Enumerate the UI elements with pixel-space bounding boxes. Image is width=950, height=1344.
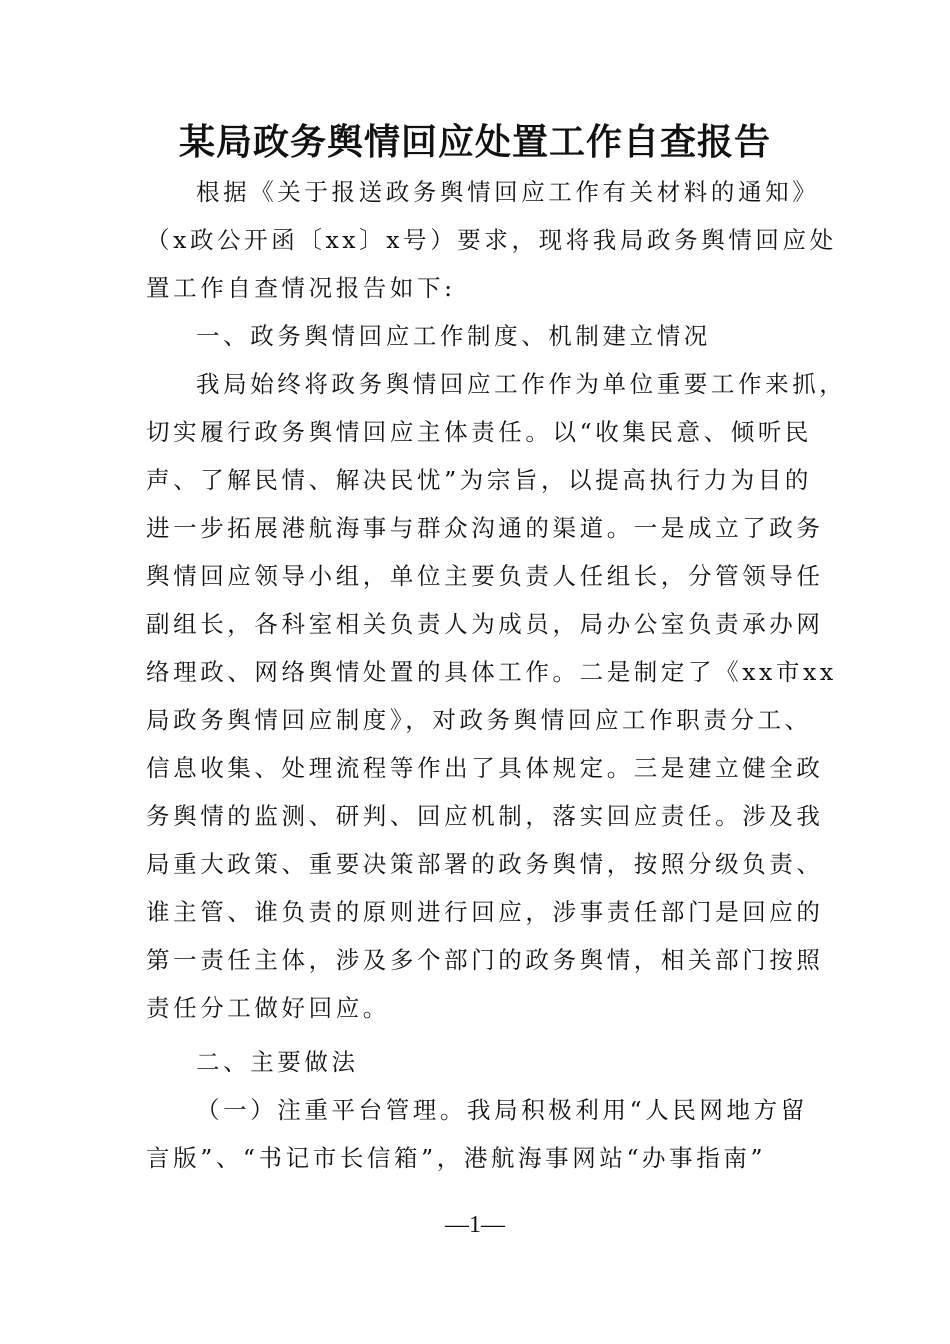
section-heading: 一、政务舆情回应工作制度、机制建立情况 [196,322,711,350]
paragraph-line: （x政公开函〔xx〕x号）要求，现将我局政务舆情回应处 [146,226,837,254]
paragraph-line: 言版”、“书记市长信箱”，港航海事网站“办事指南” [146,1144,767,1172]
document-title: 某局政务舆情回应处置工作自查报告 [178,121,771,163]
section-heading: 二、主要做法 [196,1048,359,1076]
paragraph-line: （一）注重平台管理。我局积极利用“人民网地方留 [196,1096,808,1124]
paragraph-line: 局政务舆情回应制度》，对政务舆情回应工作职责分工、 [146,706,812,734]
document-body [146,168,847,1182]
paragraph-line: 责任分工做好回应。 [146,994,390,1022]
paragraph-line: 我局始终将政务舆情回应工作作为单位重要工作来抓， [196,370,847,398]
paragraph-line: 务舆情的监测、研判、回应机制，落实回应责任。涉及我 [146,802,824,830]
paragraph-line: 切实履行政务舆情回应主体责任。以“收集民意、倾听民 [146,418,813,446]
paragraph-line: 进一步拓展港航海事与群众沟通的渠道。一是成立了政务 [146,514,824,542]
paragraph-line: 谁主管、谁负责的原则进行回应，涉事责任部门是回应的 [146,898,824,926]
page-number: —1— [445,1212,505,1238]
paragraph-line: 副组长，各科室相关负责人为成员，局办公室负责承办网 [146,610,824,638]
paragraph-line: 舆情回应领导小组，单位主要负责人任组长，分管领导任 [146,562,824,590]
paragraph-line: 信息收集、处理流程等作出了具体规定。三是建立健全政 [146,754,824,782]
paragraph-line: 局重大政策、重要决策部署的政务舆情，按照分级负责、 [146,850,824,878]
paragraph-line: 第一责任主体，涉及多个部门的政务舆情，相关部门按照 [146,946,824,974]
paragraph-line: 根据《关于报送政务舆情回应工作有关材料的通知》 [196,178,820,206]
paragraph-line: 声、了解民情、解决民忧”为宗旨，以提高执行力为目的 [146,466,813,494]
paragraph-line: 络理政、网络舆情处置的具体工作。二是制定了《xx市xx [146,658,837,686]
paragraph-line: 置工作自查情况报告如下: [146,274,456,302]
